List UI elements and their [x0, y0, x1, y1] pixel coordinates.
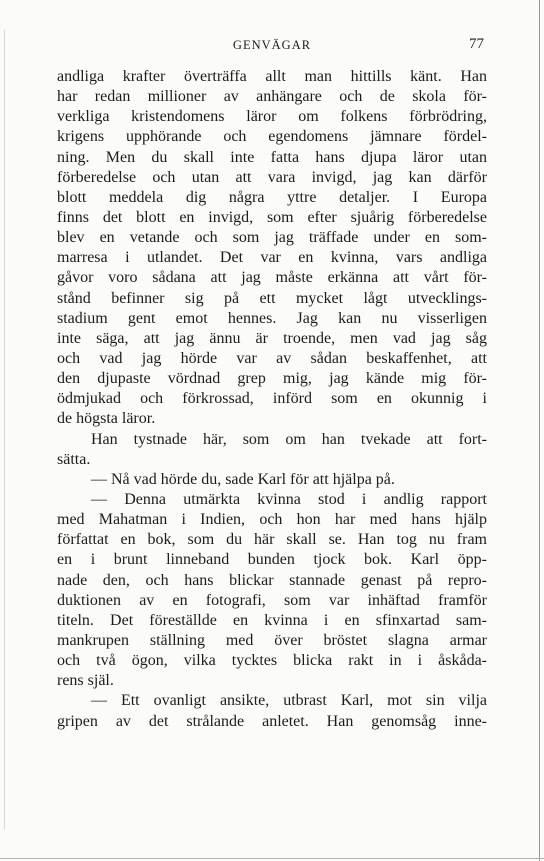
text-line: gripen av det strålande anletet. Han genomsåg inne- — [57, 712, 487, 730]
running-head — [0, 36, 544, 56]
running-title: GENVÄGAR — [232, 38, 312, 52]
text-line: rens själ. — [57, 672, 114, 690]
text-line: blott meddela dig några yttre detaljer. I Europa — [57, 188, 487, 206]
text-line: — Nå vad hörde du, sade Karl för att hjälpa på. — [91, 470, 395, 488]
body-text — [57, 67, 487, 732]
text-line: Han tystnade här, som om han tvekade att fort- — [91, 430, 487, 448]
text-line: gåvor voro sådana att jag måste erkänna att vårt för- — [57, 269, 487, 287]
text-line: duktionen av en fotografi, som var inhäftad framför — [57, 591, 487, 609]
text-line: med Mahatman i Indien, och hon har med hans hjälp — [57, 511, 487, 529]
page-number: 77 — [469, 36, 484, 52]
text-line: verkliga kristendomens läror om folkens förbrödring, — [57, 108, 487, 126]
text-line: — Denna utmärkta kvinna stod i andlig rapport — [91, 490, 487, 508]
text-line: marresa i utlandet. Det var en kvinna, vars andliga — [57, 249, 487, 267]
text-line: och två ögon, vilka tycktes blicka rakt in i åskåda- — [57, 652, 487, 670]
text-line: inte säga, att jag ännu är troende, men vad jag såg — [57, 329, 487, 347]
text-line: sätta. — [57, 450, 91, 468]
scan-edge-bottom — [0, 858, 544, 859]
text-line: andliga krafter överträffa allt man hittills känt. Han — [57, 68, 487, 85]
text-line: förberedelse och utan att vara invigd, jag kan därför — [57, 168, 487, 186]
text-line: stadium gent emot hennes. Jag kan nu visserligen — [57, 309, 487, 327]
text-line: stånd befinner sig på ett mycket lågt utvecklings- — [57, 289, 487, 307]
text-line: krigens upphörande och egendomens jämnare fördel- — [57, 128, 487, 146]
text-line: den djupaste vördnad grep mig, jag kände mig för- — [57, 370, 487, 388]
text-line: författat en bok, som du här skall se. Han tog nu fram — [57, 531, 487, 549]
text-line: nade den, och hans blickar stannade genast på repro- — [57, 571, 487, 589]
text-line: och vad jag hörde var av sådan beskaffenhet, att — [57, 349, 487, 367]
text-line: ning. Men du skall inte fatta hans djupa läror utan — [57, 148, 487, 166]
text-line: en i brunt linneband bunden tjock bok. Karl öpp- — [57, 551, 487, 569]
scan-edge-right — [539, 0, 540, 861]
scan-edge-left — [4, 30, 5, 830]
text-line: de högsta läror. — [57, 410, 156, 428]
text-line: — Ett ovanligt ansikte, utbrast Karl, mot sin vilja — [91, 692, 487, 710]
text-line: finns det blott en invigd, som efter sjuårig förberedelse — [57, 208, 487, 226]
text-line: har redan millioner av anhängare och de skola för- — [57, 88, 487, 106]
text-line: blev en vetande och som jag träffade under en som- — [57, 229, 487, 247]
text-line: mankrupen ställning med över bröstet slagna armar — [57, 631, 487, 649]
text-line: ödmjukad och förkrossad, införd som en okunnig i — [57, 390, 487, 408]
text-line: titeln. Det föreställde en kvinna i en sfinxartad sam- — [57, 611, 487, 629]
